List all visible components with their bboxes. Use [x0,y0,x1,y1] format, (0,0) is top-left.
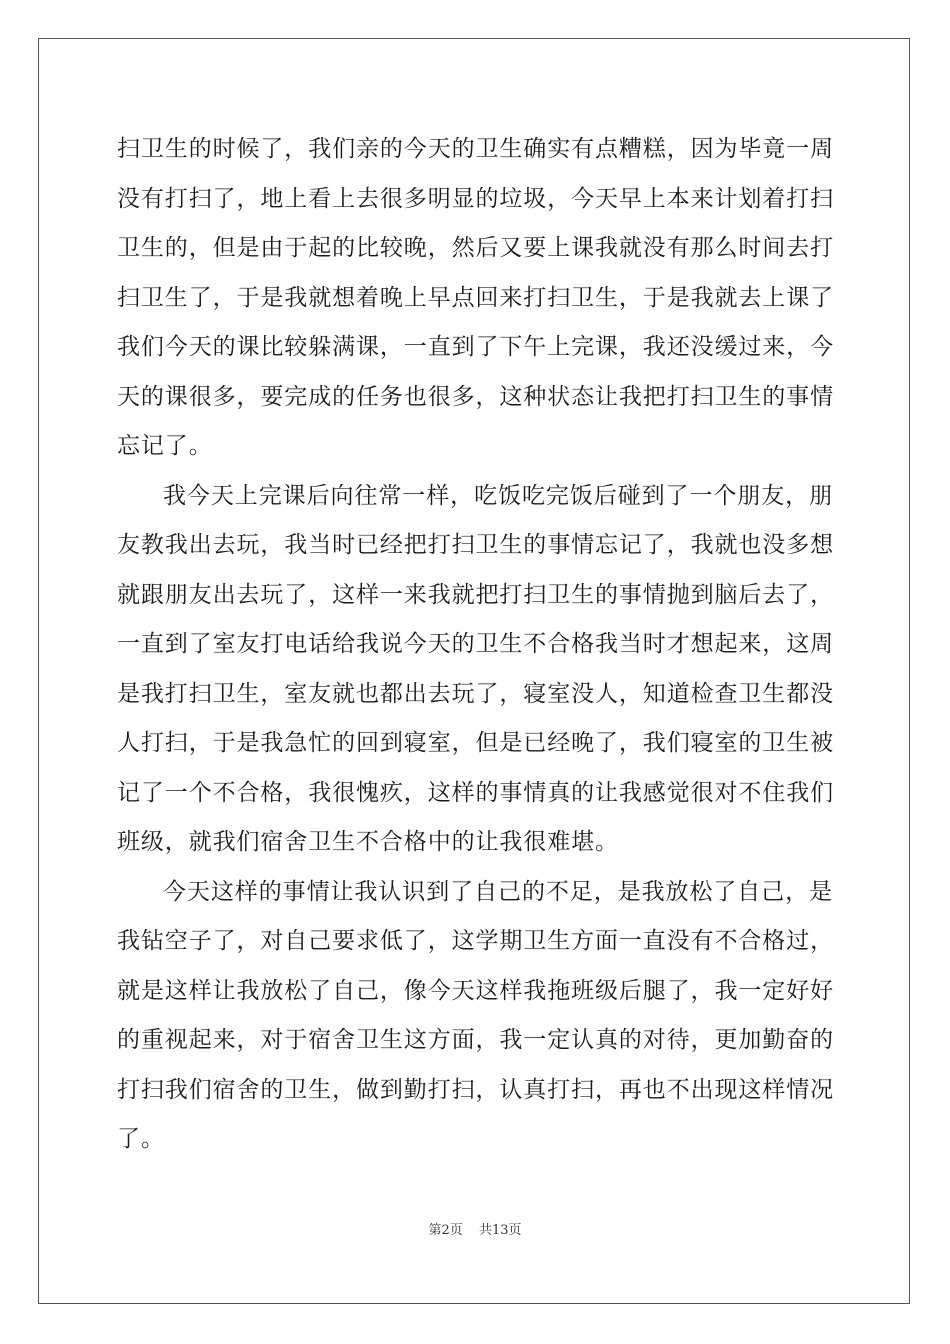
text-line: 就是这样让我放松了自己，像今天这样我拖班级后腿了，我一定好好 [117,977,834,1004]
text-line: 扫卫生了，于是我就想着晚上早点回来打扫卫生，于是我就去上课了 [117,284,834,311]
text-line: 人打扫，于是我急忙的回到寝室，但是已经晚了，我们寝室的卫生被 [117,730,834,756]
text-line: 友教我出去玩，我当时已经把打扫卫生的事情忘记了，我就也没多想 [117,532,834,558]
text-line: 是我打扫卫生，室友就也都出去玩了，寝室没人，知道检查卫生都没 [117,680,834,707]
text-line: 我钻空子了，对自己要求低了，这学期卫生方面一直没有不合格过， [117,928,834,954]
page-number: 第2页 [428,1223,463,1238]
paragraph-1 [117,125,833,472]
paragraph-3 [117,868,833,1165]
text-line: 一直到了室友打电话给我说今天的卫生不合格我当时才想起来，这周 [117,631,834,657]
text-line: 卫生的，但是由于起的比较晚，然后又要上课我就没有那么时间去打 [117,235,834,261]
text-line: 我们今天的课比较躲满课，一直到了下午上完课，我还没缓过来，今 [117,334,834,360]
text-line: 没有打扫了，地上看上去很多明显的垃圾，今天早上本来计划着打扫 [117,185,834,212]
text-line: 就跟朋友出去玩了，这样一来我就把打扫卫生的事情抛到脑后去了， [117,581,834,608]
text-line: 今天这样的事情让我认识到了自己的不足，是我放松了自己，是 [163,878,833,905]
text-line: 扫卫生的时候了，我们亲的今天的卫生确实有点糟糕，因为毕竟一周 [117,136,834,162]
paragraph-2 [117,472,833,868]
text-line: 我今天上完课后向往常一样，吃饭吃完饭后碰到了一个朋友，朋 [163,482,833,509]
text-line: 打扫我们宿舍的卫生，做到勤打扫，认真打扫，再也不出现这样情况 [117,1076,834,1103]
text-line: 的重视起来，对于宿舍卫生这方面，我一定认真的对待，更加勤奋的 [117,1027,834,1053]
text-line: 了。 [117,1126,165,1152]
text-line: 忘记了。 [117,433,213,459]
text-line: 班级，就我们宿舍卫生不合格中的让我很难堪。 [117,829,619,855]
text-line: 记了一个不合格，我很愧疚，这样的事情真的让我感觉很对不住我们 [117,779,834,806]
document-body [117,125,833,1165]
text-line: 天的课很多，要完成的任务也很多，这种状态让我把打扫卫生的事情 [117,383,834,410]
page-footer [0,1219,950,1238]
total-pages: 共13页 [478,1223,522,1238]
